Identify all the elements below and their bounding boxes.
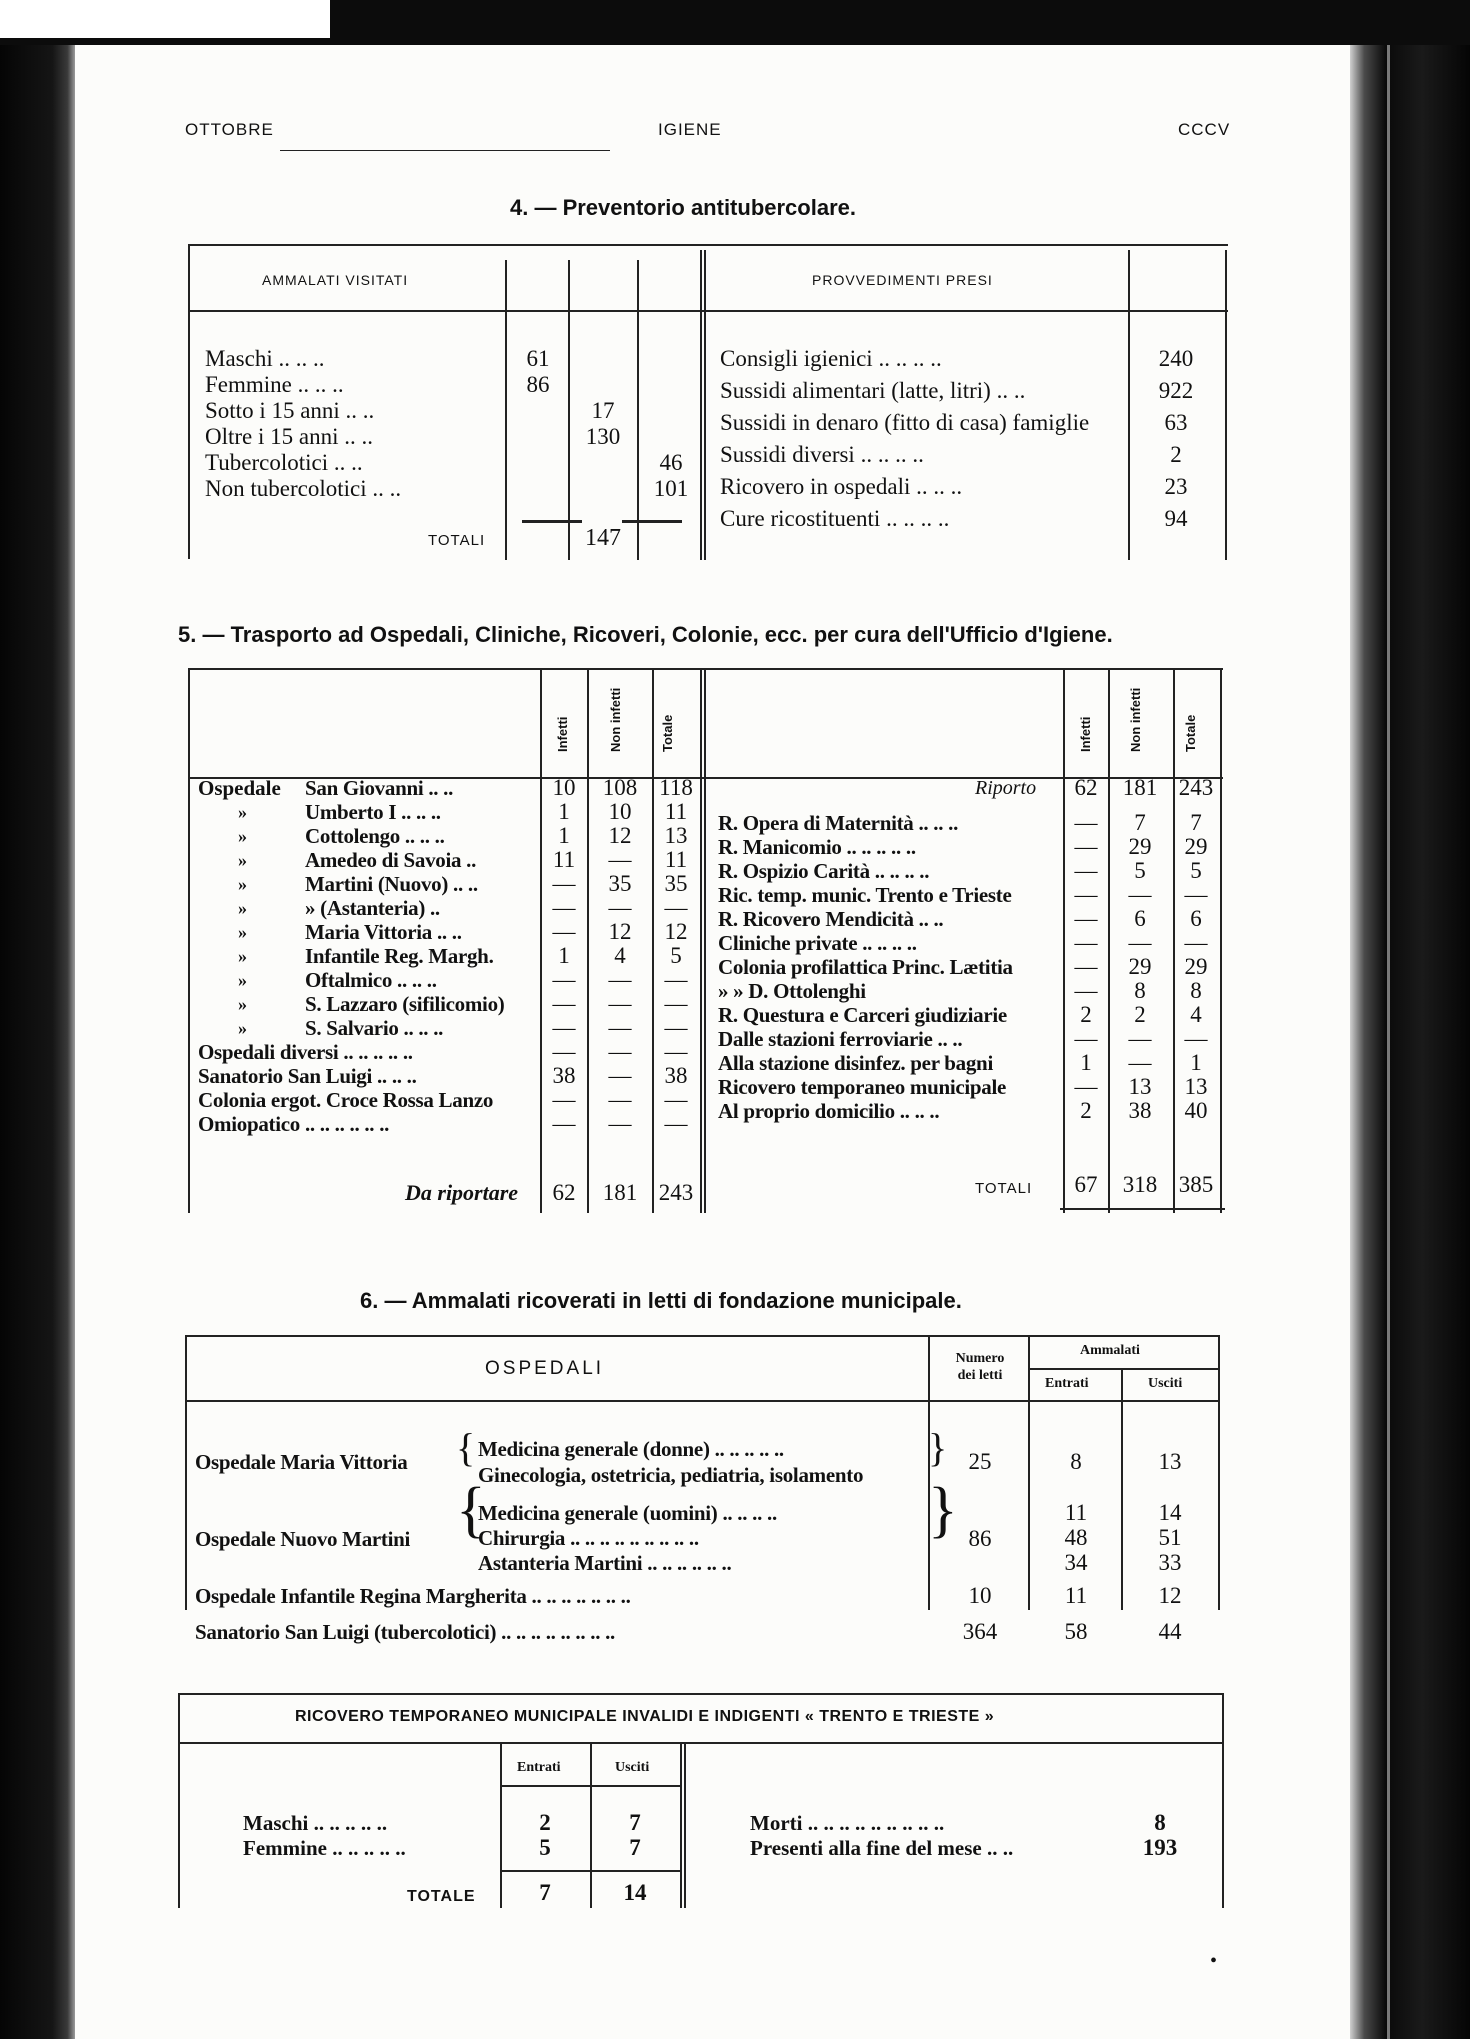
s6-ammalati-rule [1028, 1368, 1218, 1370]
s4-col-provvedimenti: PROVVEDIMENTI PRESI [812, 272, 993, 288]
column-rule [188, 668, 190, 1213]
s5-da-riportare-totale: 243 [658, 1180, 694, 1205]
s5-right-totale: 1 [1190, 1050, 1202, 1075]
s5-right-non-infetti: 38 [1128, 1098, 1152, 1123]
s5-left-prefix: Ospedale [198, 776, 281, 800]
s5-da-riportare-infetti: 62 [552, 1180, 576, 1205]
s5-left-non-infetti: — [608, 1039, 632, 1064]
s5-left-totale: 5 [670, 943, 682, 968]
s7-col-usciti: Usciti [615, 1760, 650, 1775]
s5-left-infetti: 38 [552, 1063, 576, 1088]
s6-sub-label: Chirurgia .. .. .. .. .. .. .. .. .. [478, 1526, 699, 1550]
s6-col-numero: Numero dei letti [955, 1351, 1005, 1383]
s6-sub-label: Astanteria Martini .. .. .. .. .. .. [478, 1551, 732, 1575]
s5-right-totale: 4 [1190, 1002, 1202, 1027]
column-rule [1028, 1335, 1030, 1610]
s5-totali-totale: 385 [1178, 1172, 1214, 1197]
column-rule [704, 668, 706, 1213]
s5-left-totale: 118 [659, 775, 693, 800]
s4-value-sesso: 86 [526, 372, 550, 397]
s7-right-label: Presenti alla fine del mese .. .. [750, 1836, 1014, 1860]
s5-col-header-right: Totale [1183, 714, 1198, 752]
s5-right-non-infetti: 7 [1134, 810, 1146, 835]
s5-left-totale: 11 [664, 799, 688, 824]
s5-left-infetti: 1 [558, 823, 570, 848]
s5-right-totale: 29 [1184, 834, 1208, 859]
s6-usciti: 51 [1158, 1525, 1182, 1550]
header-rule [280, 150, 610, 151]
s5-totali-non-infetti: 318 [1122, 1172, 1158, 1197]
s6-brace: } [928, 1476, 958, 1544]
s5-left-label: Oftalmico .. .. .. [305, 968, 437, 992]
s5-left-totale: — [664, 1039, 688, 1064]
column-rule [587, 668, 589, 1213]
s5-right-infetti: — [1074, 834, 1098, 859]
s4-value-eta: 17 [591, 398, 615, 423]
s4-sum-rule [522, 520, 582, 523]
s5-left-prefix: » [238, 898, 247, 918]
s6-usciti: 12 [1158, 1583, 1182, 1608]
s6-sub-label: Medicina generale (donne) .. .. .. .. .. [478, 1437, 784, 1461]
s6-hospital-name: Ospedale Nuovo Martini [195, 1527, 411, 1551]
s5-left-infetti: — [552, 1039, 576, 1064]
column-rule [590, 1742, 592, 1908]
s5-left-label: Colonia ergot. Croce Rossa Lanzo [198, 1088, 494, 1112]
s5-left-non-infetti: — [608, 1063, 632, 1088]
s7-title: RICOVERO TEMPORANEO MUNICIPALE INVALIDI E INDIGENTI « TRENTO E TRIESTE » [295, 1708, 995, 1725]
s5-right-infetti: — [1074, 858, 1098, 883]
s5-left-totale: — [664, 895, 688, 920]
s5-left-totale: — [664, 991, 688, 1016]
column-rule [188, 244, 190, 559]
s5-riporto-non-infetti: 181 [1122, 775, 1158, 800]
s7-right-value: 193 [1142, 1835, 1178, 1860]
s6-letti: 25 [968, 1449, 992, 1474]
s5-left-infetti: — [552, 895, 576, 920]
column-rule [500, 1742, 502, 1908]
s5-left-non-infetti: — [608, 991, 632, 1016]
s5-left-totale: 38 [664, 1063, 688, 1088]
column-rule [680, 1742, 682, 1908]
s5-da-riportare-non-infetti: 181 [602, 1180, 638, 1205]
s6-entrati: 48 [1064, 1525, 1088, 1550]
s6-sub-label: Ginecologia, ostetricia, pediatria, isolamento [478, 1463, 864, 1487]
s6-entrati: 11 [1064, 1583, 1088, 1608]
s5-left-totale: 12 [664, 919, 688, 944]
s5-right-label: R. Ospizio Carità .. .. .. .. [718, 859, 930, 883]
s7-totale-entrati: 7 [539, 1880, 551, 1905]
s7-right-label: Morti .. .. .. .. .. .. .. .. .. [750, 1811, 945, 1835]
section-4-title: 4. — Preventorio antitubercolare. [510, 195, 856, 220]
s5-right-totale: — [1184, 882, 1208, 907]
s5-left-label: Omiopatico .. .. .. .. .. .. [198, 1112, 390, 1136]
s5-left-non-infetti: — [608, 1087, 632, 1112]
s5-left-label: S. Lazzaro (sifilicomio) [305, 992, 505, 1016]
s4-totali-value: 147 [585, 525, 621, 551]
s7-top-rule [178, 1693, 1223, 1695]
s4-top-rule [188, 244, 1228, 246]
s7-entrati: 2 [539, 1810, 551, 1835]
s5-left-infetti: 1 [558, 799, 570, 824]
s6-usciti: 13 [1158, 1449, 1182, 1474]
column-rule [1222, 1693, 1224, 1908]
s5-left-non-infetti: 10 [608, 799, 632, 824]
s4-prov-value: 94 [1164, 506, 1188, 531]
s5-right-label: Alla stazione disinfez. per bagni [718, 1051, 993, 1075]
s4-totali-label: TOTALI [428, 532, 486, 549]
s5-right-non-infetti: 2 [1134, 1002, 1146, 1027]
s4-prov-value: 23 [1164, 474, 1188, 499]
s5-left-non-infetti: — [608, 847, 632, 872]
s5-left-label: Ospedali diversi .. .. .. .. .. [198, 1040, 413, 1064]
s5-right-non-infetti: 8 [1134, 978, 1146, 1003]
column-rule [1220, 668, 1222, 1213]
s5-right-totale: — [1184, 930, 1208, 955]
s5-left-totale: 11 [664, 847, 688, 872]
s6-entrati: 8 [1070, 1449, 1082, 1474]
s6-letti: 364 [962, 1619, 998, 1644]
s5-left-non-infetti: — [608, 895, 632, 920]
s6-usciti: 33 [1158, 1550, 1182, 1575]
s6-usciti: 14 [1158, 1500, 1182, 1525]
column-rule [185, 1335, 187, 1610]
s6-letti: 10 [968, 1583, 992, 1608]
s6-col-ammalati: Ammalati [1080, 1343, 1140, 1358]
column-rule [684, 1742, 686, 1908]
s5-left-non-infetti: 35 [608, 871, 632, 896]
s5-right-totale: 5 [1190, 858, 1202, 883]
column-rule [178, 1693, 180, 1908]
s5-totali-label: TOTALI [975, 1180, 1033, 1197]
s5-right-infetti: — [1074, 1074, 1098, 1099]
s5-left-prefix: » [238, 826, 247, 846]
s5-left-label: Sanatorio San Luigi .. .. .. [198, 1064, 417, 1088]
s6-col-ospedali: OSPEDALI [485, 1358, 605, 1379]
s5-left-label: » (Astanteria) .. [305, 896, 440, 920]
s4-row-label: Femmine .. .. .. [205, 372, 344, 397]
s5-left-label: Cottolengo .. .. .. [305, 824, 445, 848]
section-6-title: 6. — Ammalati ricoverati in letti di fondazione municipale. [360, 1288, 962, 1313]
scan-border-right [1350, 45, 1470, 2039]
s5-right-infetti: — [1074, 954, 1098, 979]
s5-col-header-right: Non infetti [1128, 687, 1143, 752]
s5-right-non-infetti: 5 [1134, 858, 1146, 883]
s4-value-sesso: 61 [526, 346, 550, 371]
s5-col-header-right: Infetti [1078, 716, 1093, 752]
s5-right-totale: 7 [1190, 810, 1202, 835]
s5-left-prefix: » [238, 1018, 247, 1038]
s5-right-label: Ricovero temporaneo municipale [718, 1075, 1007, 1099]
s5-right-label: Dalle stazioni ferroviarie .. .. [718, 1027, 963, 1051]
s4-sum-rule [622, 520, 682, 523]
s5-left-prefix: » [238, 946, 247, 966]
s4-prov-label: Sussidi in denaro (fitto di casa) famiglie [720, 410, 1090, 435]
column-rule [928, 1335, 930, 1610]
s5-left-infetti: — [552, 991, 576, 1016]
s4-row-label: Oltre i 15 anni .. .. [205, 424, 373, 449]
s7-usciti: 7 [629, 1835, 641, 1860]
s5-left-infetti: — [552, 1111, 576, 1136]
s5-left-non-infetti: — [608, 967, 632, 992]
s5-da-riportare-label: Da riportare [405, 1180, 519, 1205]
column-rule [568, 260, 570, 560]
s5-left-non-infetti: — [608, 1015, 632, 1040]
s7-usciti: 7 [629, 1810, 641, 1835]
s5-riporto-label: Riporto [975, 777, 1037, 799]
column-rule [700, 250, 702, 560]
s5-left-infetti: — [552, 1015, 576, 1040]
scan-binding-line [1387, 45, 1390, 2039]
s5-totali-underline [1060, 1208, 1225, 1210]
column-rule [700, 668, 702, 1213]
s5-left-infetti: — [552, 1087, 576, 1112]
s6-brace: { [456, 1476, 486, 1544]
s5-right-label: R. Manicomio .. .. .. .. .. [718, 835, 916, 859]
column-rule [637, 260, 639, 560]
s5-right-infetti: — [1074, 978, 1098, 1003]
s5-right-non-infetti: 13 [1128, 1074, 1152, 1099]
s5-right-label: Colonia profilattica Princ. Lætitia [718, 955, 1013, 979]
column-rule [1128, 250, 1130, 560]
s5-left-non-infetti: 108 [602, 775, 638, 800]
column-rule [505, 260, 507, 560]
s6-usciti: 44 [1158, 1619, 1182, 1644]
s6-letti: 86 [968, 1526, 992, 1551]
s5-left-prefix: » [238, 922, 247, 942]
s5-col-header-left: Totale [660, 714, 675, 752]
s5-right-infetti: — [1074, 810, 1098, 835]
s6-col-entrati: Entrati [1045, 1376, 1089, 1391]
s5-left-non-infetti: 4 [614, 943, 626, 968]
section-5-title: 5. — Trasporto ad Ospedali, Cliniche, Ricoveri, Colonie, ecc. per cura dell'Ufficio d'Igiene. [178, 622, 1113, 647]
column-rule [1121, 1370, 1123, 1610]
s5-left-totale: — [664, 1111, 688, 1136]
s4-row-label: Maschi .. .. .. [205, 346, 325, 371]
s4-prov-label: Sussidi diversi .. .. .. .. [720, 442, 924, 467]
s4-prov-label: Consigli igienici .. .. .. .. [720, 346, 942, 371]
s5-left-totale: 35 [664, 871, 688, 896]
s5-right-label: Ric. temp. munic. Trento e Trieste [718, 883, 1012, 907]
s5-left-prefix: » [238, 874, 247, 894]
s6-header-rule [185, 1400, 1220, 1402]
s5-right-non-infetti: — [1128, 1050, 1152, 1075]
s7-totale-usciti: 14 [623, 1880, 647, 1905]
s5-right-infetti: — [1074, 1026, 1098, 1051]
s5-right-infetti: 2 [1080, 1098, 1092, 1123]
s4-row-label: Non tubercolotici .. .. [205, 476, 402, 501]
s5-left-totale: — [664, 1015, 688, 1040]
s5-left-prefix: » [238, 850, 247, 870]
s5-left-totale: — [664, 1087, 688, 1112]
s4-row-label: Tubercolotici .. .. [205, 450, 363, 475]
s5-left-label: Amedeo di Savoia .. [305, 848, 477, 872]
s5-totali-infetti: 67 [1074, 1172, 1098, 1197]
s5-riporto-infetti: 62 [1074, 775, 1098, 800]
column-rule [1225, 250, 1227, 560]
s5-right-non-infetti: — [1128, 1026, 1152, 1051]
s5-right-label: R. Ricovero Mendicità .. .. [718, 907, 944, 931]
s4-prov-value: 2 [1170, 442, 1182, 467]
s5-left-infetti: 10 [552, 775, 576, 800]
s5-col-header-left: Infetti [555, 716, 570, 752]
s6-brace: } [928, 1425, 948, 1470]
s6-entrati: 11 [1064, 1500, 1088, 1525]
s4-value-stato: 46 [659, 450, 683, 475]
s5-right-label: Al proprio domicilio .. .. .. [718, 1099, 940, 1123]
s4-col-ammalati: AMMALATI VISITATI [262, 272, 409, 288]
column-rule [1218, 1335, 1220, 1610]
s5-left-infetti: — [552, 871, 576, 896]
s5-right-infetti: 1 [1080, 1050, 1092, 1075]
scan-border-left [0, 45, 75, 2039]
s6-hospital-name: Ospedale Infantile Regina Margherita .. .. .. .. .. .. .. [195, 1584, 631, 1608]
s5-right-non-infetti: 29 [1128, 834, 1152, 859]
s6-entrati: 34 [1064, 1550, 1088, 1575]
s5-right-non-infetti: — [1128, 930, 1152, 955]
s6-hospital-name: Ospedale Maria Vittoria [195, 1450, 408, 1474]
s5-left-infetti: — [552, 919, 576, 944]
s5-left-label: Martini (Nuovo) .. .. [305, 872, 478, 896]
s5-right-infetti: — [1074, 906, 1098, 931]
s5-right-label: Cliniche private .. .. .. .. [718, 931, 917, 955]
s6-hospital-name: Sanatorio San Luigi (tubercolotici) .. .. .. .. .. .. .. .. [195, 1620, 616, 1644]
s5-left-label: Maria Vittoria .. .. [305, 920, 462, 944]
scan-paper-edge [0, 0, 330, 38]
s6-brace: { [456, 1425, 476, 1470]
s5-right-totale: 6 [1190, 906, 1202, 931]
s6-top-rule [185, 1335, 1220, 1337]
s6-sub-label: Medicina generale (uomini) .. .. .. .. [478, 1501, 777, 1525]
s7-entrati: 5 [539, 1835, 551, 1860]
s5-left-infetti: 1 [558, 943, 570, 968]
s4-header-rule [188, 310, 1228, 312]
s5-left-totale: 13 [664, 823, 688, 848]
s5-left-label: Infantile Reg. Margh. [305, 944, 494, 968]
s7-totale-label: TOTALE [407, 1888, 476, 1905]
s6-col-usciti: Usciti [1148, 1376, 1183, 1391]
s7-title-rule [178, 1742, 1223, 1744]
header-page-number: CCCV [1178, 120, 1231, 139]
s4-prov-value: 922 [1158, 378, 1194, 403]
s4-prov-label: Sussidi alimentari (latte, litri) .. .. [720, 378, 1026, 403]
s5-right-label: » » D. Ottolenghi [718, 979, 866, 1003]
s7-totale-rule [500, 1870, 680, 1872]
s5-left-non-infetti: — [608, 1111, 632, 1136]
s5-left-label: S. Salvario .. .. .. [305, 1016, 444, 1040]
s4-value-eta: 130 [585, 424, 621, 449]
s7-header-rule [500, 1785, 680, 1787]
s7-col-entrati: Entrati [517, 1760, 561, 1775]
s5-right-totale: 13 [1184, 1074, 1208, 1099]
column-rule [704, 250, 706, 560]
header-month: OTTOBRE [185, 120, 274, 139]
s5-right-non-infetti: 6 [1134, 906, 1146, 931]
s5-right-totale: 29 [1184, 954, 1208, 979]
s5-left-label: Umberto I .. .. .. [305, 800, 441, 824]
s5-right-totale: 40 [1184, 1098, 1208, 1123]
header-section: IGIENE [658, 120, 722, 139]
s7-row-label: Femmine .. .. .. .. .. [243, 1836, 406, 1860]
s5-right-totale: — [1184, 1026, 1208, 1051]
s7-row-label: Maschi .. .. .. .. .. [243, 1811, 388, 1835]
s5-left-infetti: — [552, 967, 576, 992]
s5-left-label: San Giovanni .. .. [305, 776, 454, 800]
s5-left-totale: — [664, 967, 688, 992]
s5-right-label: R. Questura e Carceri giudiziarie [718, 1003, 1007, 1027]
s6-entrati: 58 [1064, 1619, 1088, 1644]
scan-mark: • [1210, 1950, 1218, 1972]
s4-prov-label: Ricovero in ospedali .. .. .. [720, 474, 963, 499]
s4-prov-value: 63 [1164, 410, 1188, 435]
s5-right-infetti: — [1074, 930, 1098, 955]
s5-left-prefix: » [238, 994, 247, 1014]
s5-right-totale: 8 [1190, 978, 1202, 1003]
s5-right-non-infetti: — [1128, 882, 1152, 907]
s5-left-non-infetti: 12 [608, 823, 632, 848]
s4-value-stato: 101 [653, 476, 689, 501]
s5-left-infetti: 11 [552, 847, 576, 872]
s4-prov-value: 240 [1158, 346, 1194, 371]
s5-left-non-infetti: 12 [608, 919, 632, 944]
s5-right-infetti: 2 [1080, 1002, 1092, 1027]
s5-col-header-left: Non infetti [608, 687, 623, 752]
s4-prov-label: Cure ricostituenti .. .. .. .. [720, 506, 950, 531]
s5-left-prefix: » [238, 970, 247, 990]
s7-right-value: 8 [1154, 1810, 1166, 1835]
s5-left-prefix: » [238, 802, 247, 822]
s5-riporto-totale: 243 [1178, 775, 1214, 800]
s5-right-label: R. Opera di Maternità .. .. .. [718, 811, 959, 835]
s5-right-infetti: — [1074, 882, 1098, 907]
s4-row-label: Sotto i 15 anni .. .. [205, 398, 375, 423]
s5-right-non-infetti: 29 [1128, 954, 1152, 979]
